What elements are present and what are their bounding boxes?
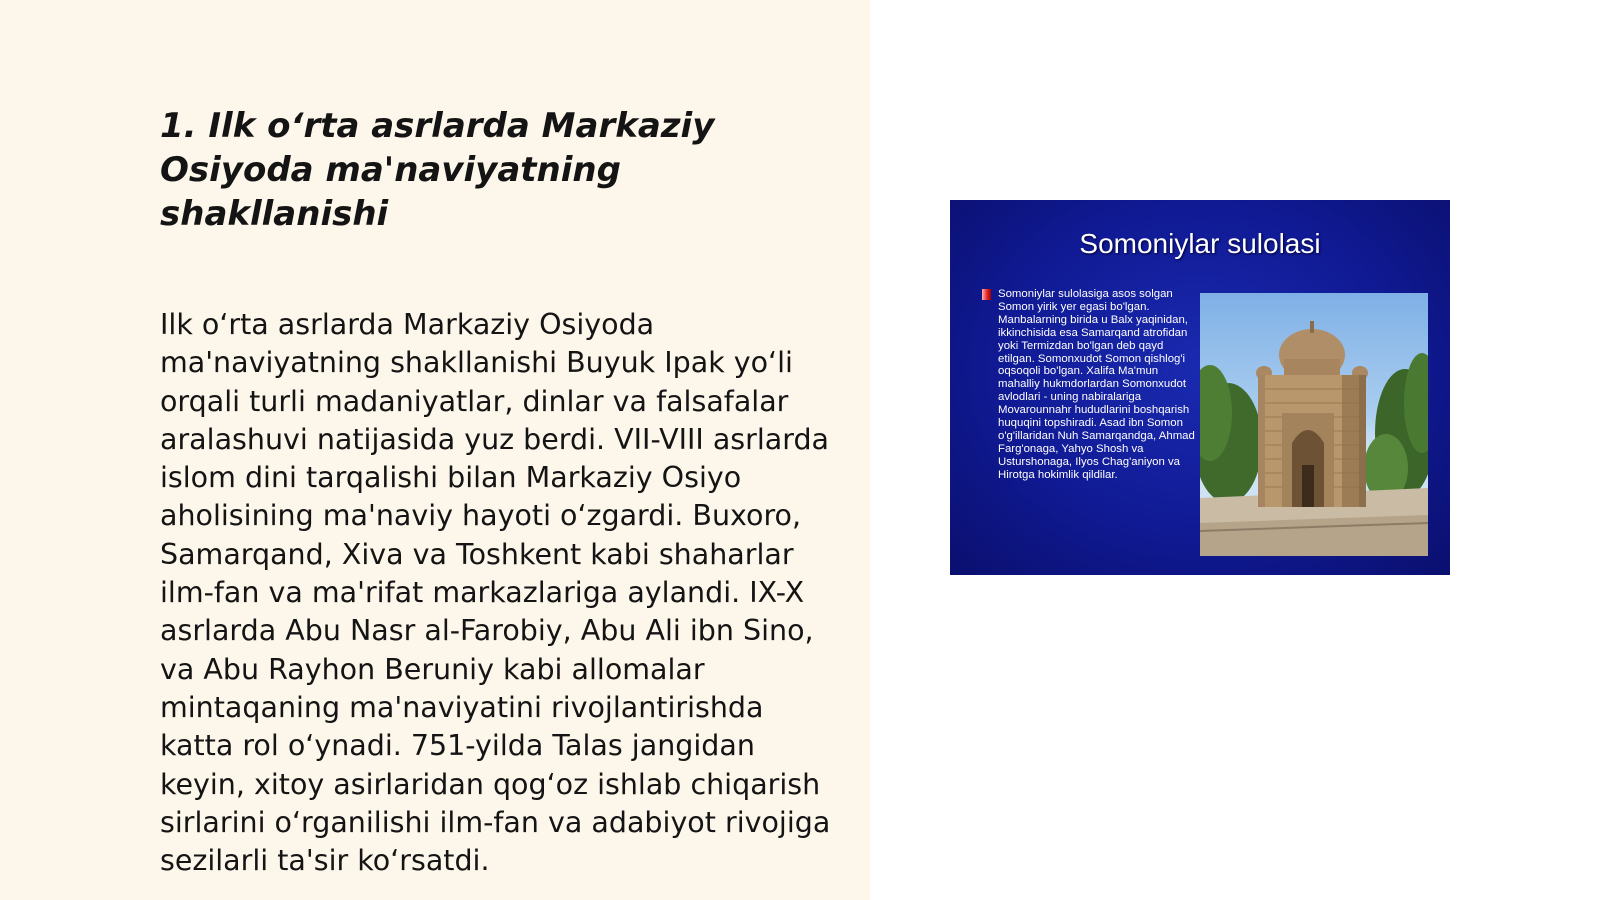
slide-title: 1. Ilk o‘rta asrlarda Markaziy Osiyoda ma'naviyatning shakllanishi (160, 106, 715, 234)
bullet-icon (982, 289, 991, 300)
mausoleum-illustration (1200, 293, 1428, 556)
embedded-slide-image (950, 200, 1450, 575)
mausoleum-photo (1200, 293, 1428, 556)
embedded-slide-text: Somoniylar sulolasiga asos solgan Somon yirik yer egasi bo'lgan. Manbalarning birida u Balx yaqinidan, ikkinchisida esa Samarqand atrofidan yoki Termizdan bo'lgan deb qayd etilgan. Somonxudot Somon qishlog'i oqsoqoli bo'lgan. Xalifa Ma'mun mahalliy hukmdorlardan Somonxudot avlodlari - uning nabiralariga Movarounnahr hududlarini boshqarish huquqini topshiradi. Asad ibn Somon o'g'illaridan Nuh Samarqandga, Ahmad Farg'onaga, Yahyo Shosh va Usturshonaga, Ilyos Chag'aniyon va Hirotga hokimlik qildilar. (998, 288, 1195, 481)
embedded-slide-title: Somoniylar sulolasi (1079, 228, 1321, 259)
slide-body-text: Ilk o‘rta asrlarda Markaziy Osiyoda ma'naviyatning shakllanishi Buyuk Ipak yo‘li orqali turli madaniyatlar, dinlar va falsafalar aralashuvi natijasida yuz berdi. VII-VIII asrlarda islom dini tarqalishi bilan Markaziy Osiyo aholisining ma'naviy hayoti o‘zgardi. Buxoro, Samarqand, Xiva va Toshkent kabi shaharlar ilm-fan va ma'rifat markazlariga aylandi. IX-X asrlarda Abu Nasr al-Farobiy, Abu Ali ibn Sino, va Abu Rayhon Beruniy kabi allomalar mintaqaning ma'naviyatini rivojlantirishda katta rol o‘ynadi. 751-yilda Talas jangidan keyin, xitoy asirlaridan qog‘oz ishlab chiqarish sirlarini o‘rganilishi ilm-fan va adabiyot rivojiga sezilarli ta'sir ko‘rsatdi. (160, 308, 831, 878)
